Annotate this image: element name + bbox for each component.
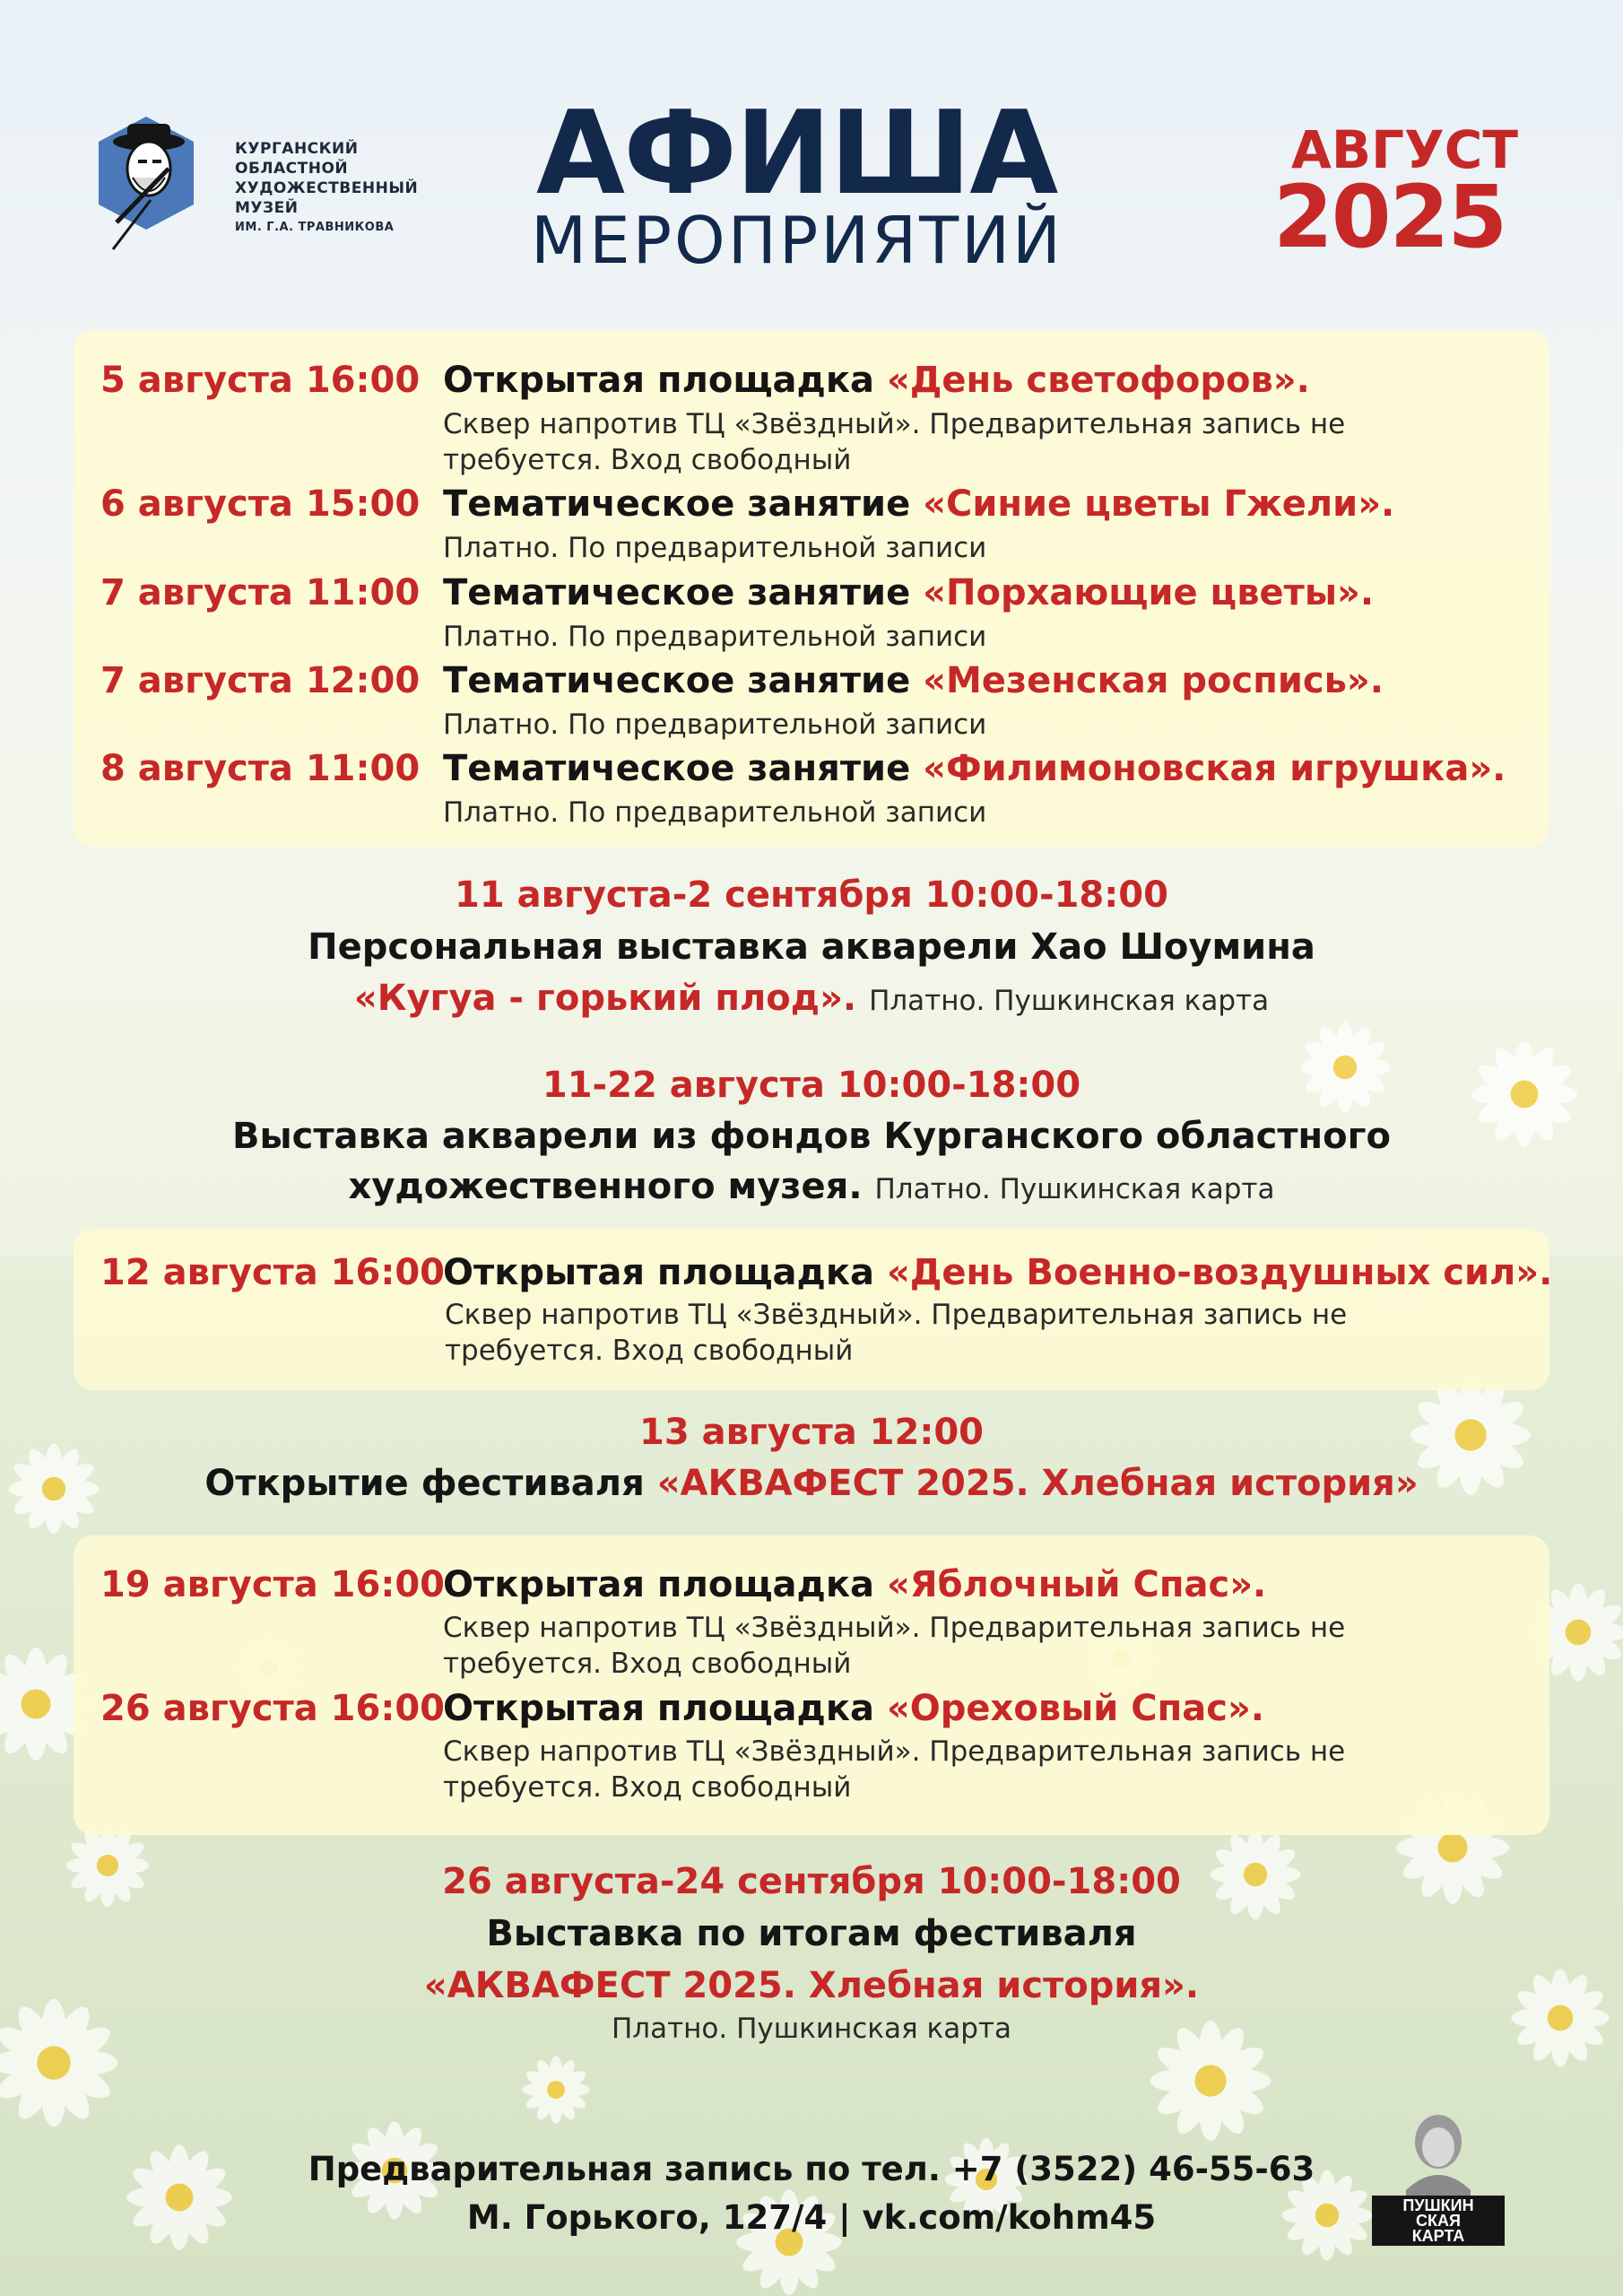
festival-date: 13 августа 12:00 bbox=[638, 1412, 984, 1453]
event-title bbox=[443, 1563, 1266, 1606]
exhibit-note: Платно. Пушкинская карта bbox=[611, 2013, 1011, 2045]
event-note: требуется. Вход свободный bbox=[443, 1648, 852, 1680]
event-note: Сквер напротив ТЦ «Звёздный». Предварительная запись не bbox=[445, 1299, 1348, 1331]
event-type: Тематическое занятие bbox=[443, 660, 911, 701]
event-title bbox=[443, 483, 1394, 526]
event-name: «Мезенская роспись». bbox=[923, 660, 1384, 701]
event-type: Тематическое занятие bbox=[443, 483, 911, 525]
festival-title-line bbox=[0, 1458, 1623, 1509]
event-date: 6 августа 15:00 bbox=[100, 483, 421, 525]
exhibit-title: Выставка по итогам фестиваля bbox=[486, 1913, 1137, 1954]
museum-logo bbox=[97, 115, 195, 267]
event-note: требуется. Вход свободный bbox=[443, 1771, 852, 1804]
pushkin-card-logo bbox=[1367, 2106, 1510, 2249]
page-subtitle: МЕРОПРИЯТИЙ bbox=[531, 203, 1063, 278]
year-label: 2025 bbox=[1273, 167, 1506, 267]
pushkin-logo-text: ПУШКИН bbox=[1402, 2196, 1474, 2214]
exhibit-name: «Кугуа - горький плод». bbox=[353, 978, 857, 1019]
exhibit-title: Персональная выставка акварели Хао Шоумина bbox=[308, 926, 1315, 968]
museum-name-line: МУЗЕЙ bbox=[235, 199, 299, 217]
exhibit-name-line bbox=[0, 973, 1623, 1026]
pushkin-logo-text: КАРТА bbox=[1411, 2227, 1465, 2245]
event-type: Тематическое занятие bbox=[443, 572, 911, 613]
event-type: Открытая площадка bbox=[443, 1252, 874, 1293]
event-title bbox=[443, 359, 1310, 402]
event-note: требуется. Вход свободный bbox=[443, 444, 852, 476]
month-label: АВГУСТ bbox=[1291, 119, 1518, 180]
event-note: Сквер напротив ТЦ «Звёздный». Предварительная запись не bbox=[443, 408, 1346, 440]
event-date: 19 августа 16:00 bbox=[100, 1564, 446, 1605]
event-name: «Синие цветы Гжели». bbox=[923, 483, 1395, 525]
event-note: Платно. По предварительной записи bbox=[443, 532, 987, 564]
museum-name-line: ОБЛАСТНОЙ bbox=[235, 160, 349, 178]
event-note: Платно. По предварительной записи bbox=[443, 621, 987, 653]
event-date: 7 августа 12:00 bbox=[100, 660, 421, 701]
footer-address: М. Горького, 127/4 | vk.com/kohm45 bbox=[466, 2198, 1157, 2237]
event-note: Платно. По предварительной записи bbox=[443, 796, 987, 829]
event-note: Платно. По предварительной записи bbox=[443, 709, 987, 741]
exhibit-title: Выставка акварели из фондов Курганского областного bbox=[231, 1116, 1392, 1157]
event-date: 12 августа 16:00 bbox=[100, 1252, 446, 1293]
event-date: 7 августа 11:00 bbox=[100, 572, 421, 613]
event-name: «Филимоновская игрушка». bbox=[923, 748, 1506, 789]
museum-name-line: ХУДОЖЕСТВЕННЫЙ bbox=[235, 179, 419, 197]
event-type: Открытая площадка bbox=[443, 360, 874, 401]
event-title bbox=[443, 659, 1384, 702]
event-note: Сквер напротив ТЦ «Звёздный». Предварительная запись не bbox=[443, 1735, 1346, 1768]
event-title bbox=[443, 571, 1374, 614]
event-name: «Ореховый Спас». bbox=[886, 1688, 1264, 1729]
museum-name-line: ИМ. Г.А. ТРАВНИКОВА bbox=[235, 221, 395, 234]
exhibit-date: 26 августа-24 сентября 10:00-18:00 bbox=[442, 1861, 1181, 1902]
event-note: Сквер напротив ТЦ «Звёздный». Предварительная запись не bbox=[443, 1612, 1346, 1644]
festival-name: «АКВАФЕСТ 2025. Хлебная история» bbox=[656, 1463, 1419, 1504]
exhibit-title-cont: художественного музея. bbox=[348, 1166, 863, 1207]
event-title bbox=[443, 1251, 1552, 1294]
event-date: 5 августа 16:00 bbox=[100, 360, 421, 401]
page-title: АФИША bbox=[536, 87, 1057, 221]
exhibit-note: Платно. Пушкинская карта bbox=[874, 1173, 1275, 1205]
exhibit-title-line2 bbox=[0, 1161, 1623, 1214]
event-title bbox=[443, 747, 1506, 790]
event-title bbox=[443, 1687, 1264, 1730]
festival-title: Открытие фестиваля bbox=[204, 1463, 645, 1504]
event-type: Открытая площадка bbox=[443, 1688, 874, 1729]
exhibit-note: Платно. Пушкинская карта bbox=[869, 985, 1270, 1017]
exhibit-date: 11-22 августа 10:00-18:00 bbox=[542, 1065, 1081, 1106]
event-name: «Порхающие цветы». bbox=[923, 572, 1375, 613]
event-type: Открытая площадка bbox=[443, 1564, 874, 1605]
footer-phone: Предварительная запись по тел. +7 (3522) 46-55-63 bbox=[308, 2150, 1315, 2188]
event-type: Тематическое занятие bbox=[443, 748, 911, 789]
exhibit-name: «АКВАФЕСТ 2025. Хлебная история». bbox=[423, 1965, 1200, 2006]
exhibit-date: 11 августа-2 сентября 10:00-18:00 bbox=[455, 874, 1168, 916]
event-name: «Яблочный Спас». bbox=[886, 1564, 1267, 1605]
museum-name bbox=[235, 139, 418, 238]
event-name: «День светофоров». bbox=[886, 360, 1310, 401]
pushkin-logo-text: СКАЯ bbox=[1416, 2212, 1461, 2230]
museum-name-line: КУРГАНСКИЙ bbox=[235, 140, 359, 158]
event-date: 8 августа 11:00 bbox=[100, 748, 421, 789]
event-note: требуется. Вход свободный bbox=[445, 1335, 854, 1367]
event-date: 26 августа 16:00 bbox=[100, 1688, 446, 1729]
event-name: «День Военно-воздушных сил». bbox=[886, 1252, 1553, 1293]
